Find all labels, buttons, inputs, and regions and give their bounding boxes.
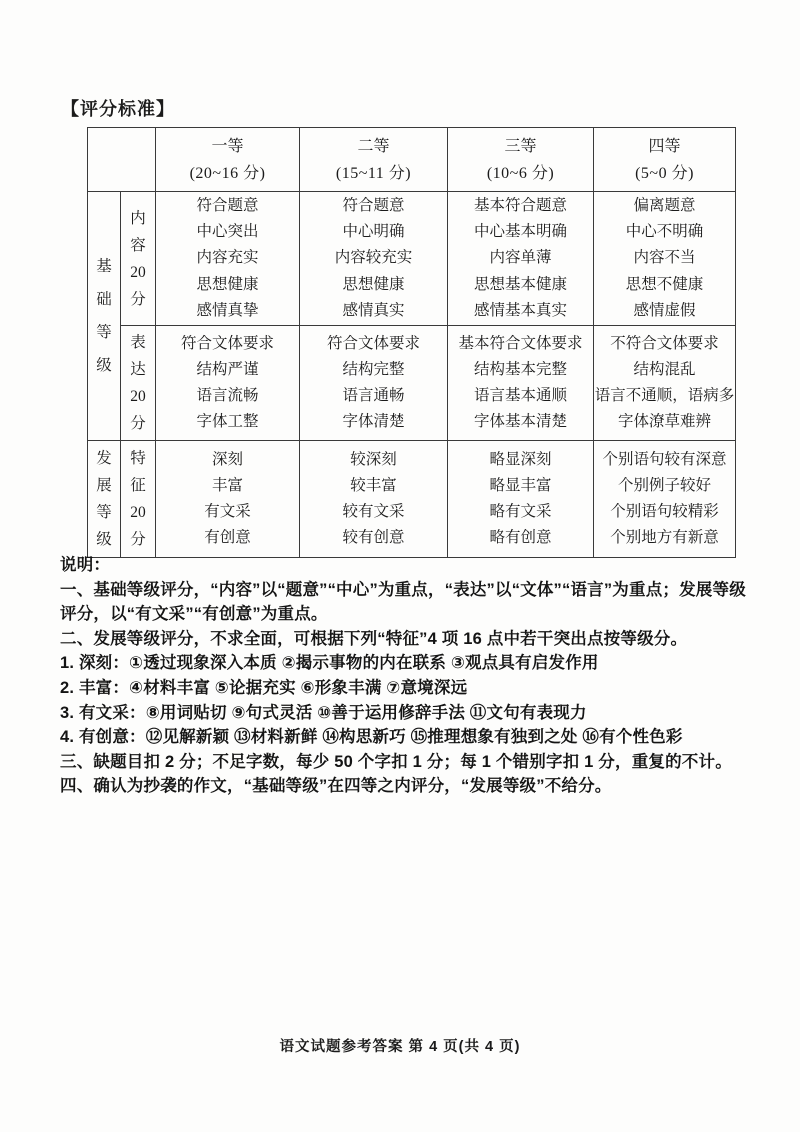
grade-header-cell: 二等 (15~11 分) [300,128,448,192]
criteria-line: 较丰富 [350,476,397,494]
note-item: 二、发展等级评分，不求全面，可根据下列“特征”4 项 16 点中若干突出点按等级分。 [60,629,688,648]
criteria-line: 符合文体要求 [326,334,420,352]
criteria-line: 语言基本通顺 [473,387,567,404]
page-footer: 语文试题参考答案 第 4 页(共 4 页) [279,1039,521,1055]
criteria-cell [448,441,594,558]
criteria-cell [448,326,594,441]
criteria-line: 略显丰富 [489,476,552,494]
criteria-line: 内容充实 [196,249,259,267]
criteria-cell [156,441,300,558]
criteria-line: 较有创意 [342,529,405,547]
criteria-line: 丰富 [211,476,243,494]
row-label-cell: 特 征 20 分 [121,441,156,558]
criteria-cell [448,192,594,326]
criteria-line: 个别语句较精彩 [610,503,719,520]
criteria-line: 符合题意 [342,196,405,214]
criteria-line: 结构严谨 [196,360,259,378]
criteria-cell [300,326,448,441]
criteria-line: 结构混乱 [633,360,696,378]
criteria-cell [300,441,448,558]
criteria-line: 不符合文体要求 [610,334,719,352]
grade-header-cell: 一等 (20~16 分) [156,128,300,192]
criteria-line: 内容较充实 [334,249,413,267]
criteria-cell [594,326,736,441]
criteria-line: 略有创意 [489,529,552,547]
group-label-cell: 发 展 等 级 [88,441,121,558]
criteria-line: 个别例子较好 [617,476,711,494]
criteria-line: 偏离题意 [633,196,696,214]
grade-header-cell: 四等 (5~0 分) [594,128,736,192]
row-label-cell: 内 容 20 分 [121,192,156,326]
criteria-line: 较深刻 [350,450,397,468]
criteria-line: 基本符合题意 [473,196,567,214]
criteria-line: 基本符合文体要求 [458,334,583,352]
criteria-line: 思想健康 [342,275,405,293]
criteria-line: 感情真挚 [196,301,259,319]
criteria-line: 个别地方有新意 [610,529,719,547]
criteria-line: 思想基本健康 [473,275,567,293]
corner-cell [88,128,156,192]
note-item: 三、缺题目扣 2 分；不足字数，每少 50 个字扣 1 分；每 1 个错别字扣 1 分，重复的不计。 [60,752,732,771]
criteria-line: 中心不明确 [625,223,704,241]
notes-list [60,578,754,799]
grade-header-cell: 三等 (10~6 分) [448,128,594,192]
criteria-line: 语言流畅 [196,387,259,404]
criteria-line: 感情真实 [342,301,405,319]
criteria-line: 中心突出 [196,223,259,241]
criteria-line: 有文采 [204,503,251,520]
page-title: 【评分标准】 [61,99,175,119]
criteria-line: 感情虚假 [633,301,696,319]
criteria-line: 内容单薄 [489,249,552,267]
criteria-line: 结构基本完整 [473,360,567,378]
criteria-line: 符合题意 [196,196,259,214]
criteria-line: 略有文采 [489,503,552,520]
criteria-line: 字体清楚 [342,413,405,431]
notes-heading: 说明： [60,556,111,574]
criteria-line: 符合文体要求 [180,334,274,352]
criteria-line: 内容不当 [633,249,696,267]
criteria-line: 中心明确 [342,223,405,241]
criteria-line: 思想不健康 [625,275,704,293]
criteria-cell [594,192,736,326]
criteria-line: 语言通畅 [342,387,405,404]
note-item: 1. 深刻：①透过现象深入本质 ②揭示事物的内在联系 ③观点具有启发作用 [60,654,599,673]
criteria-line: 中心基本明确 [473,223,567,241]
criteria-cell [594,441,736,558]
row-label-cell: 表 达 20 分 [121,326,156,441]
criteria-line: 结构完整 [342,360,405,378]
criteria-line: 字体工整 [196,413,259,431]
note-item: 2. 丰富：④材料丰富 ⑤论据充实 ⑥形象丰满 ⑦意境深远 [60,678,468,697]
criteria-line: 感情基本真实 [473,301,567,319]
rubric-table [87,127,736,558]
criteria-line: 个别语句较有深意 [602,450,727,468]
note-item: 4. 有创意：⑫见解新颖 ⑬材料新鲜 ⑭构思新巧 ⑮推理想象有独到之处 ⑯有个性色彩 [60,728,683,747]
group-label-cell: 基 础 等 级 [88,192,121,441]
criteria-line: 思想健康 [196,275,259,293]
criteria-cell [156,326,300,441]
criteria-cell [300,192,448,326]
criteria-line: 深刻 [211,450,243,468]
criteria-line: 字体基本清楚 [473,413,567,431]
criteria-line: 语言不通顺，语病多 [594,387,735,404]
note-item: 3. 有文采：⑧用词贴切 ⑨句式灵活 ⑩善于运用修辞手法 ⑪文句有表现力 [60,703,587,722]
note-item: 四、确认为抄袭的作文，“基础等级”在四等之内评分，“发展等级”不给分。 [60,777,612,796]
notes-section [60,553,754,799]
criteria-line: 字体潦草难辨 [617,413,711,431]
criteria-line: 略显深刻 [489,450,552,468]
criteria-cell [156,192,300,326]
criteria-line: 有创意 [204,529,251,547]
note-item: 一、基础等级评分，“内容”以“题意”“中心”为重点，“表达”以“文体”“语言”为重点；发展等级评分，以“有文采”“有创意”为重点。 [60,580,746,624]
criteria-line: 较有文采 [342,503,405,520]
